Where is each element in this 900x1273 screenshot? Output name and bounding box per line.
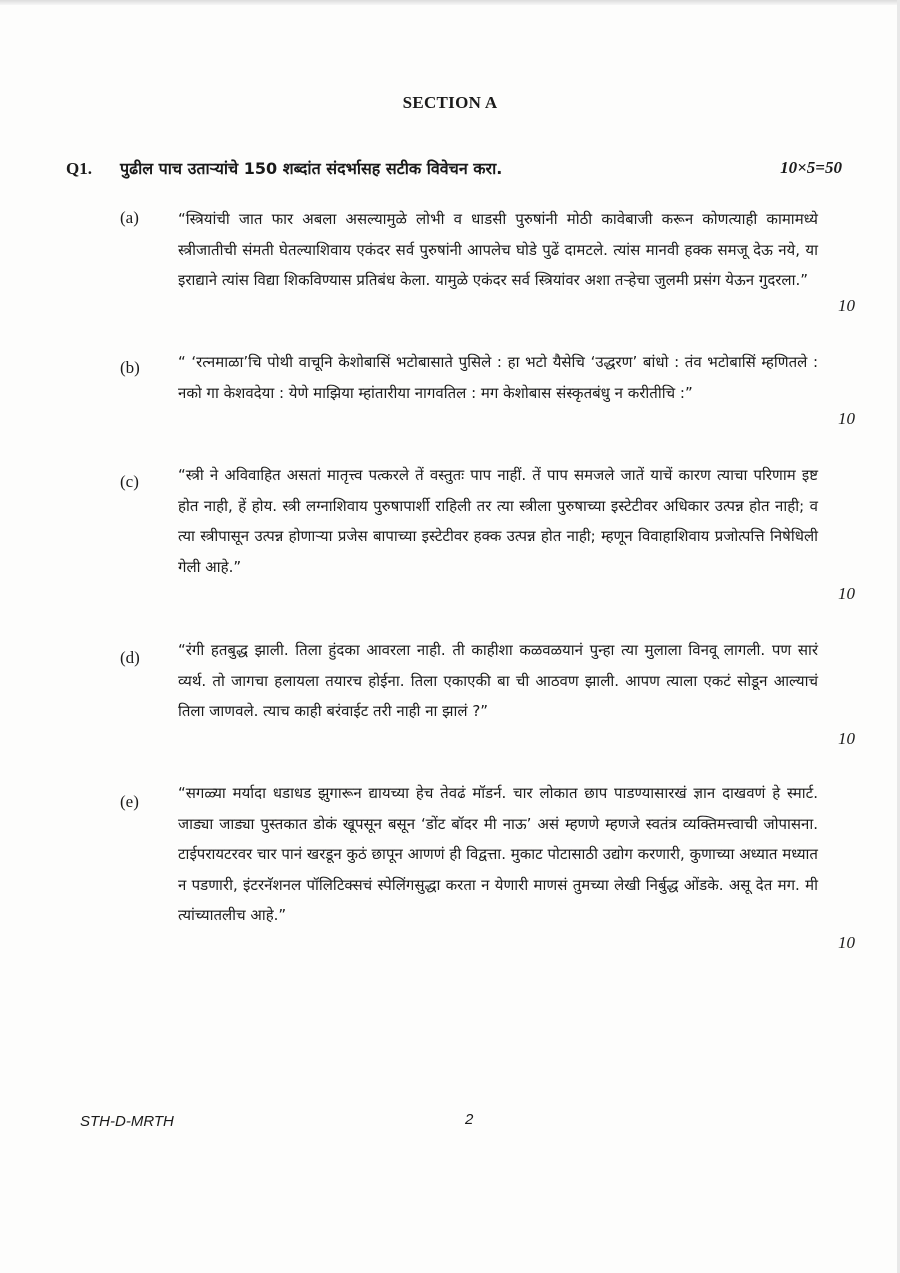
paper-code: STH-D-MRTH <box>80 1113 174 1130</box>
question-number: Q1. <box>66 159 92 178</box>
passage-d <box>120 635 855 765</box>
passage-b <box>120 347 855 442</box>
passage-text: “रंगी हतबुद्ध झाली. तिला हुंदका आवरला नाही. ती काहीशा कळवळयानं पुन्हा त्या मुलाला विनवू लागली. पण सारं व्यर्थ. तो जागचा हलायला तयारच होईना. तिला एकाएकी बा ची आठवण झाली. आपण त्याला एकटं सोडून आल्याचं तिला जाणवले. त्याच काही बरंवाईट तरी नाही ना झालं ?” <box>178 641 818 720</box>
passage-text: “स्त्री ने अविवाहित असतां मातृत्त्व पत्करले तें वस्तुतः पाप नाहीं. तें पाप समजले जातें याचें कारण त्याचा परिणाम इष्ट होत नाही, हें होय. स्त्री लग्नाशिवाय पुरुषापार्शी राहिली तर त्या स्त्रीला पुरुषाच्या इस्टेटीवर अधिकार उत्पन्न होत नाही; व त्या स्त्रीपासून उत्पन्न होणाऱ्या प्रजेस बापाच्या इस्टेटीवर हक्क उत्पन्न होत नाही; म्हणून विवाहाशिवाय प्रजोत्पत्ति निषेधिली गेली आहे.” <box>178 466 818 576</box>
scan-edge-top <box>0 0 900 5</box>
page-number: 2 <box>465 1111 474 1128</box>
passage-c <box>120 460 855 620</box>
question-marks: 10×5=50 <box>780 158 842 177</box>
question-header <box>66 157 846 183</box>
passage-label: (e) <box>120 792 139 811</box>
passage-marks: 10 <box>838 584 855 603</box>
passage-label: (c) <box>120 472 139 491</box>
passage-a <box>120 204 855 324</box>
passage-label: (a) <box>120 208 139 227</box>
passage-marks: 10 <box>838 729 855 748</box>
passage-e <box>120 778 855 968</box>
passage-marks: 10 <box>838 296 855 315</box>
passage-text: “स्त्रियांची जात फार अबला असल्यामुळे लोभी व धाडसी पुरुषांनी मोठी कावेबाजी करून कोणत्याही कामामध्ये स्त्रीजातीची संमती घेतल्याशिवाय एकंदर सर्व पुरुषांनी आपलेच घोडे पुढें दामटले. त्यांस मानवी हक्क समजू देऊ नये, या इराद्याने त्यांस विद्या शिकविण्यास प्रतिबंध केला. यामुळे एकंदर सर्व स्त्रियांवर अशा तऱ्हेचा जुलमी प्रसंग येऊन गुदरला.” <box>178 210 818 289</box>
question-instruction: पुढील पाच उताऱ्यांचे 150 शब्दांत संदर्भासह सटीक विवेचन करा. <box>120 159 503 178</box>
passage-label: (d) <box>120 648 140 667</box>
passage-label: (b) <box>120 358 140 377</box>
passage-text: “सगळ्या मर्यादा धडाधड झुगारून द्यायच्या हेच तेवढं मॉडर्न. चार लोकात छाप पाडण्यासारखं ज्ञान दाखवणं हे स्मार्ट. जाड्या जाड्या पुस्तकात डोकं खूपसून बसून ‘डोंट बॉदर मी नाऊ’ असं म्हणणे म्हणजे स्वतंत्र व्यक्तिमत्त्वाची जोपासना. टाईपरायटरवर चार पानं खरडून कुठं छापून आणणं ही विद्वत्ता. मुकाट पोटासाठी उद्योग करणारी, कुणाच्या अध्यात मध्यात न पडणारी, इंटरनॅशनल पॉलिटिक्सचं स्पेलिंगसुद्धा करता न येणारी माणसं तुमच्या लेखी निर्बुद्ध ओंडके. असू देत मग. मी त्यांच्यातलीच आहे.” <box>178 784 818 924</box>
section-title: SECTION A <box>402 93 498 112</box>
passage-text: “ ‘रत्नमाळा’चि पोथी वाचूनि केशोबासिं भटोबासाते पुसिले : हा भटो यैसेचि ‘उद्धरण’ बांधो : तंव भटोबासिं म्हणितले : नको गा केशवदेया : येणे माझिया म्हांतारीया नागवतिल : मग केशोबास संस्कृतबंधु न करीतीचि :” <box>178 353 818 402</box>
passage-marks: 10 <box>838 933 855 952</box>
passage-marks: 10 <box>838 409 855 428</box>
